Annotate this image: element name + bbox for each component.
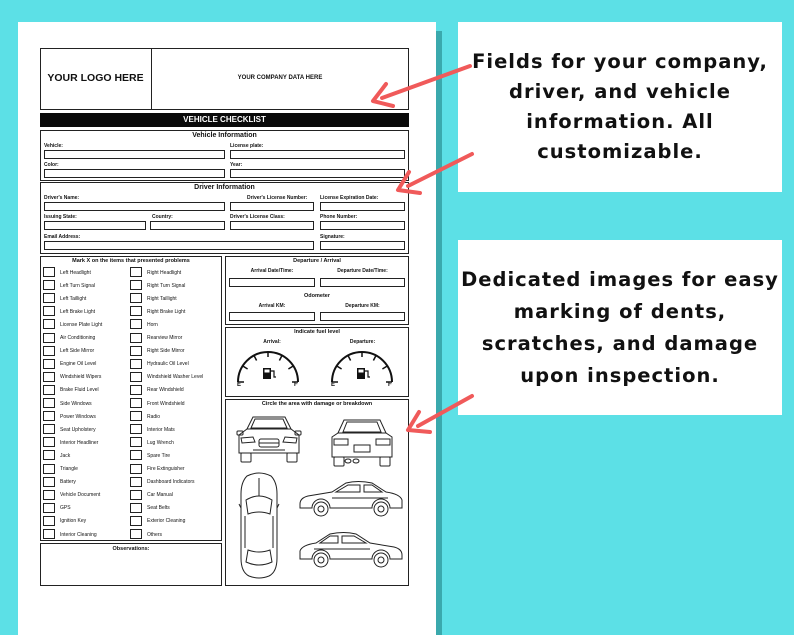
checkbox[interactable]: [43, 490, 55, 500]
arrival-date-field[interactable]: [229, 278, 315, 287]
checkbox[interactable]: [43, 516, 55, 526]
checkbox[interactable]: [130, 424, 142, 434]
checkbox[interactable]: [130, 411, 142, 421]
checkbox[interactable]: [43, 333, 55, 343]
checklist-item-label: GPS: [60, 505, 71, 512]
checklist-item-label: Right Turn Signal: [147, 282, 186, 289]
checklist-item-label: Left Taillight: [60, 295, 87, 302]
checkbox[interactable]: [130, 516, 142, 526]
car-rear-view[interactable]: [326, 415, 398, 471]
checkbox[interactable]: [130, 450, 142, 460]
checklist-item-label: Rear Windshield: [147, 387, 184, 394]
checklist-item-label: Left Turn Signal: [60, 282, 96, 289]
checkbox[interactable]: [130, 529, 142, 539]
checkbox[interactable]: [130, 333, 142, 343]
problems-title: Mark X on the items that presented problems: [72, 258, 190, 264]
country-field[interactable]: [150, 221, 225, 230]
vehicle-field[interactable]: [44, 150, 225, 159]
checklist-item-label: Radio: [147, 413, 161, 420]
arrow-to-damage: [400, 390, 475, 438]
phone-field[interactable]: [320, 221, 405, 230]
checklist-item-label: License Plate Light: [60, 321, 103, 328]
departure-km-field[interactable]: [320, 312, 405, 321]
checkbox[interactable]: [130, 503, 142, 513]
checklist-item-label: Triangle: [60, 466, 78, 472]
year-field[interactable]: [230, 169, 405, 178]
license-number-field[interactable]: [230, 202, 314, 211]
checklist-item-label: Windshield Washer Level: [147, 374, 204, 381]
checklist-item-label: Exterior Cleaning: [147, 518, 186, 525]
checklist-item-label: Right Side Mirror: [147, 348, 185, 355]
checklist-item-label: Others: [147, 531, 163, 538]
callout-images: Dedicated images for easy marking of dents, scratches, and damage upon inspection.: [458, 240, 782, 415]
checkbox[interactable]: [43, 464, 55, 474]
checkbox[interactable]: [130, 385, 142, 395]
checklist-item-label: Vehicle Document: [60, 492, 101, 499]
checkbox[interactable]: [43, 359, 55, 369]
checklist-item-label: Seat Belts: [147, 505, 170, 512]
checkbox[interactable]: [43, 437, 55, 447]
checkbox[interactable]: [43, 293, 55, 303]
license-expiration-field[interactable]: [320, 202, 405, 211]
car-top-view[interactable]: [237, 470, 281, 580]
logo-placeholder: YOUR LOGO HERE: [47, 72, 144, 84]
checklist-item-label: Jack: [60, 452, 71, 459]
checklist-item-label: Right Taillight: [147, 295, 177, 302]
checkbox[interactable]: [130, 293, 142, 303]
checklist-item-label: Hydraulic Oil Level: [147, 361, 189, 368]
checkbox[interactable]: [130, 477, 142, 487]
observations-label: Observations:: [112, 546, 150, 552]
callout-fields: Fields for your company, driver, and vehicle information. All customizable.: [458, 22, 782, 192]
checkbox[interactable]: [130, 319, 142, 329]
checkbox[interactable]: [130, 372, 142, 382]
checkbox[interactable]: [43, 411, 55, 421]
car-side-view-left[interactable]: [296, 528, 406, 572]
checkbox[interactable]: [130, 267, 142, 277]
checkbox[interactable]: [43, 477, 55, 487]
checklist-title: VEHICLE CHECKLIST: [40, 113, 409, 127]
signature-field[interactable]: [320, 241, 405, 250]
checkbox[interactable]: [43, 267, 55, 277]
damage-title: Circle the area with damage or breakdown: [261, 401, 373, 407]
checklist-item-label: Power Windows: [60, 413, 96, 420]
checkbox[interactable]: [43, 529, 55, 539]
checkbox[interactable]: [43, 319, 55, 329]
checkbox[interactable]: [43, 450, 55, 460]
license-plate-field[interactable]: [230, 150, 405, 159]
checklist-item-label: Left Headlight: [60, 269, 91, 276]
issuing-state-field[interactable]: [44, 221, 146, 230]
company-data-placeholder: YOUR COMPANY DATA HERE: [237, 75, 323, 81]
checklist-item-label: Dashboard Indicators: [147, 479, 195, 486]
checklist-item-label: Left Side Mirror: [60, 348, 95, 355]
driver-name-field[interactable]: [44, 202, 225, 211]
departure-date-field[interactable]: [320, 278, 405, 287]
arrival-km-field[interactable]: [229, 312, 315, 321]
checkbox[interactable]: [130, 398, 142, 408]
driver-info-title: Driver Information: [194, 184, 255, 191]
checklist-item-label: Interior Cleaning: [60, 531, 97, 538]
checklist-item-label: Interior Mats: [147, 426, 175, 433]
checkbox[interactable]: [43, 398, 55, 408]
car-front-view[interactable]: [233, 413, 305, 469]
checklist-item-label: Horn: [147, 321, 158, 328]
checklist-item-label: Rearview Mirror: [147, 335, 183, 341]
checkbox[interactable]: [130, 359, 142, 369]
checkbox[interactable]: [43, 306, 55, 316]
checklist-item-label: Car Manual: [147, 492, 173, 499]
checkbox[interactable]: [43, 372, 55, 382]
vehicle-info-title: Vehicle Information: [192, 132, 257, 139]
checklist-item-label: Brake Fluid Level: [60, 387, 99, 394]
checkbox[interactable]: [130, 280, 142, 290]
color-field[interactable]: [44, 169, 225, 178]
checkbox[interactable]: [130, 346, 142, 356]
checklist-item-label: Right Headlight: [147, 269, 182, 276]
checkbox[interactable]: [43, 424, 55, 434]
checklist-item-label: Ignition Key: [60, 518, 87, 525]
checklist-item-label: Right Brake Light: [147, 308, 186, 315]
checklist-item-label: Interior Headliner: [60, 439, 99, 446]
checkbox[interactable]: [43, 346, 55, 356]
checklist-item-label: Fire Extinguisher: [147, 466, 185, 472]
checkbox[interactable]: [43, 280, 55, 290]
checkbox[interactable]: [130, 490, 142, 500]
checklist-item-label: Seat Upholstery: [60, 426, 96, 433]
checklist-item-label: Side Windows: [60, 400, 92, 407]
checkbox[interactable]: [130, 437, 142, 447]
checklist-item-label: Battery: [60, 479, 76, 486]
checklist-item-label: Engine Oil Level: [60, 361, 97, 368]
checklist-item-label: Spare Tire: [147, 452, 171, 459]
checkbox[interactable]: [43, 503, 55, 513]
checklist-item-label: Front Windshield: [147, 400, 185, 407]
checkbox[interactable]: [43, 385, 55, 395]
checkbox[interactable]: [130, 306, 142, 316]
arrow-to-driver-info: [390, 148, 475, 196]
car-side-view-right[interactable]: [296, 478, 406, 520]
arrow-to-header: [360, 60, 475, 110]
email-field[interactable]: [44, 241, 314, 250]
checklist-item-label: Left Brake Light: [60, 308, 96, 315]
checklist-item-label: Lug Wrench: [147, 439, 174, 446]
license-class-field[interactable]: [230, 221, 314, 230]
checkbox[interactable]: [130, 464, 142, 474]
checklist-item-label: Air Conditioning: [60, 335, 96, 341]
checklist-item-label: Windshield Wipers: [60, 374, 102, 381]
